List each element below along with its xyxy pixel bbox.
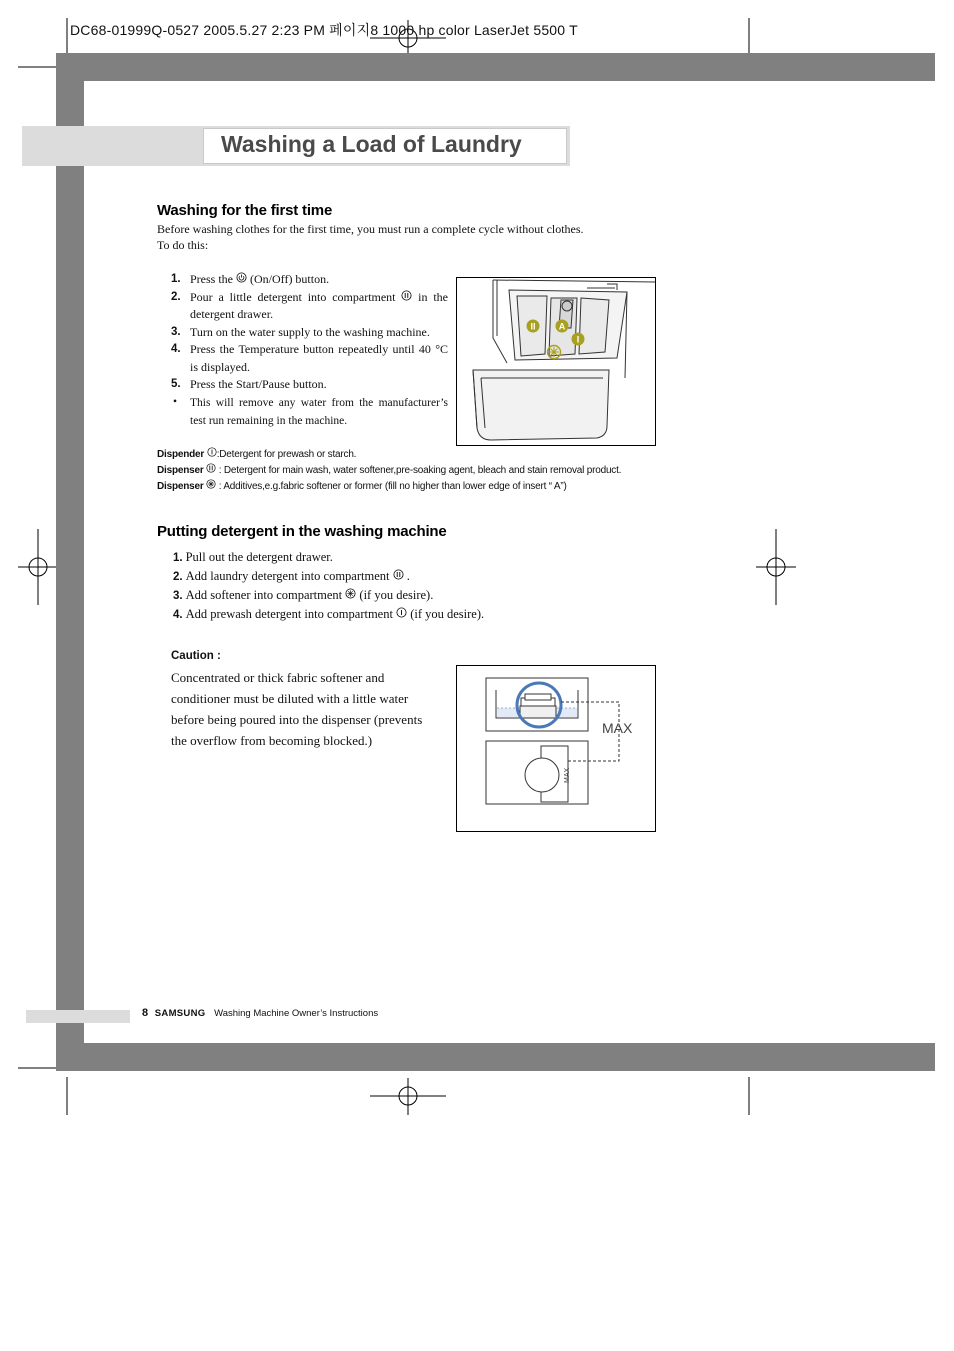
section-intro: Before washing clothes for the first time, you must run a complete cycle without clothes.: [157, 222, 584, 236]
step-text: This will remove any water from the manufacturer’s test run remaining in the machine.: [190, 396, 448, 427]
max-level-figure: [456, 665, 656, 832]
power-symbol-icon: [236, 272, 247, 283]
compartment-II-icon: [401, 290, 412, 301]
dispenser-text: : Additives,e.g.fabric softener or former (fill no higher than lower edge of insert “ A”): [216, 481, 567, 492]
print-header: DC68-01999Q-0527 2005.5.27 2:23 PM 페이지8 1000 hp color LaserJet 5500 T: [70, 22, 578, 38]
detergent-drawer-illustration: [457, 278, 655, 445]
list-item: [171, 324, 448, 342]
list-item: [173, 548, 484, 567]
step-text: (On/Off) button.: [247, 272, 330, 286]
step-text: Press the: [190, 272, 236, 286]
softener-flower-icon: [345, 588, 356, 599]
bullet: •: [173, 395, 178, 408]
dispenser-label: Dispenser: [157, 465, 207, 476]
dispenser-label: Dispender: [157, 449, 207, 460]
section-heading-putting-detergent: Putting detergent in the washing machine: [157, 523, 447, 540]
dispenser-text: : Detergent for main wash, water softener,pre-soaking agent, bleach and stain removal product.: [216, 465, 622, 476]
step-text: Press the Start/Pause button.: [190, 377, 327, 391]
step-number: 3.: [173, 590, 183, 602]
step-text: Pour a little detergent into compartment: [190, 289, 402, 304]
list-item: [171, 341, 448, 376]
compartment-I-icon: [396, 607, 407, 618]
compartment-II-icon: [206, 463, 216, 473]
first-time-steps: [171, 271, 448, 431]
compartment-II-label: II: [530, 321, 536, 332]
step-number: 2.: [171, 290, 181, 303]
footer-text: Washing Machine Owner’s Instructions: [214, 1008, 379, 1019]
caution-line: conditioner must be diluted with a little water: [171, 691, 409, 706]
bottom-gray-band: [56, 1043, 935, 1071]
step-number: 2.: [173, 571, 183, 583]
list-item: [171, 271, 448, 289]
page-title: Washing a Load of Laundry: [221, 131, 522, 157]
max-level-illustration: [457, 666, 655, 831]
step-text: .: [403, 569, 410, 583]
page-number: 8: [142, 1007, 149, 1019]
step-text: Press the Temperature button repeatedly until 40 °C is displayed.: [190, 342, 448, 374]
step-number: 4.: [173, 609, 183, 621]
dispenser-line-3: [157, 479, 567, 492]
compartment-II-icon: [393, 569, 404, 580]
dispenser-label: Dispenser: [157, 481, 207, 492]
compartment-I-icon: [207, 447, 217, 457]
section-heading-first-time: Washing for the first time: [157, 202, 333, 219]
list-item: [171, 289, 448, 324]
compartment-I-label: I: [576, 334, 580, 345]
detergent-steps: [173, 548, 484, 624]
step-number: 1.: [173, 552, 183, 564]
caution-line: the overflow from becoming blocked.): [171, 733, 373, 748]
max-small-label: MAX: [564, 767, 571, 783]
softener-flower-icon: [206, 479, 216, 489]
insert-A-label: A: [558, 321, 566, 332]
max-label: MAX: [602, 720, 633, 736]
top-gray-band: [56, 53, 935, 81]
step-text: in the detergent drawer.: [190, 289, 448, 321]
left-gray-band: [56, 53, 84, 1071]
list-item: [173, 605, 484, 624]
footer: [142, 1007, 378, 1019]
dispenser-line-1: [157, 447, 356, 460]
step-text: (if you desire).: [407, 607, 485, 621]
detergent-drawer-figure: [456, 277, 656, 446]
dispenser-text: :Detergent for prewash or starch.: [216, 449, 357, 460]
dispenser-line-2: [157, 463, 621, 476]
list-item: [173, 586, 484, 605]
caution-line: Concentrated or thick fabric softener and: [171, 670, 385, 685]
list-item: [171, 376, 448, 394]
caution-label: Caution :: [171, 650, 221, 662]
step-number: 4.: [171, 343, 181, 355]
step-text: Pull out the detergent drawer.: [185, 550, 333, 564]
step-text: (if you desire).: [356, 588, 434, 602]
section-intro-2: To do this:: [157, 238, 209, 252]
step-text: Add softener into compartment: [185, 588, 346, 602]
step-text: Add laundry detergent into compartment: [185, 569, 393, 583]
step-text: Add prewash detergent into compartment: [185, 607, 397, 621]
brand-name: SAMSUNG: [154, 1008, 206, 1019]
caution-line: before being poured into the dispenser (prevents: [171, 712, 423, 727]
list-item: [171, 394, 448, 431]
step-number: 3.: [171, 325, 181, 338]
step-number: 1.: [171, 273, 181, 285]
list-item: [173, 567, 484, 586]
step-number: 5.: [171, 378, 181, 390]
step-text: Turn on the water supply to the washing machine.: [190, 324, 430, 339]
footer-strip: [26, 1010, 130, 1023]
caution-text: [171, 667, 451, 751]
